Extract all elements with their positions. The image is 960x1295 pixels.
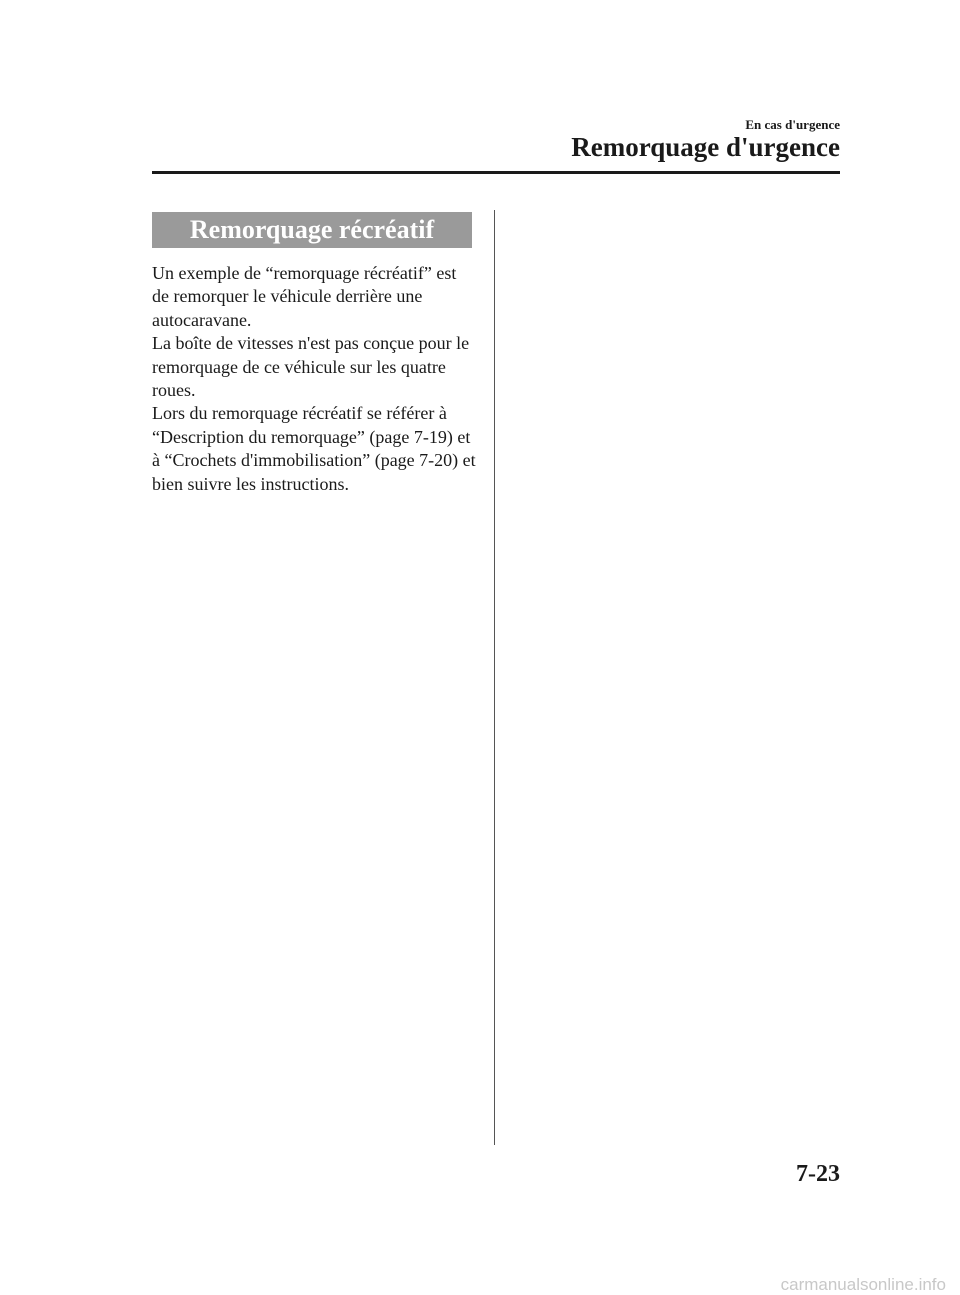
body-text: [152, 262, 477, 496]
section-title: Remorquage récréatif: [189, 215, 435, 244]
chapter-header: En cas d'urgence: [745, 117, 840, 132]
paragraph-2: La boîte de vitesses n'est pas conçue pour le remorquage de ce véhicule sur les quatre roues.: [152, 333, 470, 401]
section-header: Remorquage d'urgence: [571, 132, 840, 162]
header-rule: [152, 171, 840, 174]
section-banner: [152, 212, 472, 248]
column-divider: [494, 210, 495, 1145]
paragraph-3: Lors du remorquage récréatif se référer à “Description du remorquage” (page 7-19) et à “Crochets d'immobilisation” (page 7-20) et bien suivre les instructions.: [152, 403, 476, 494]
paragraph-1: Un exemple de “remorquage récréatif” est de remorquer le véhicule derrière une autocaravane.: [152, 263, 457, 330]
watermark: carmanualsonline.info: [780, 1275, 946, 1294]
page-number: 7-23: [796, 1161, 840, 1187]
